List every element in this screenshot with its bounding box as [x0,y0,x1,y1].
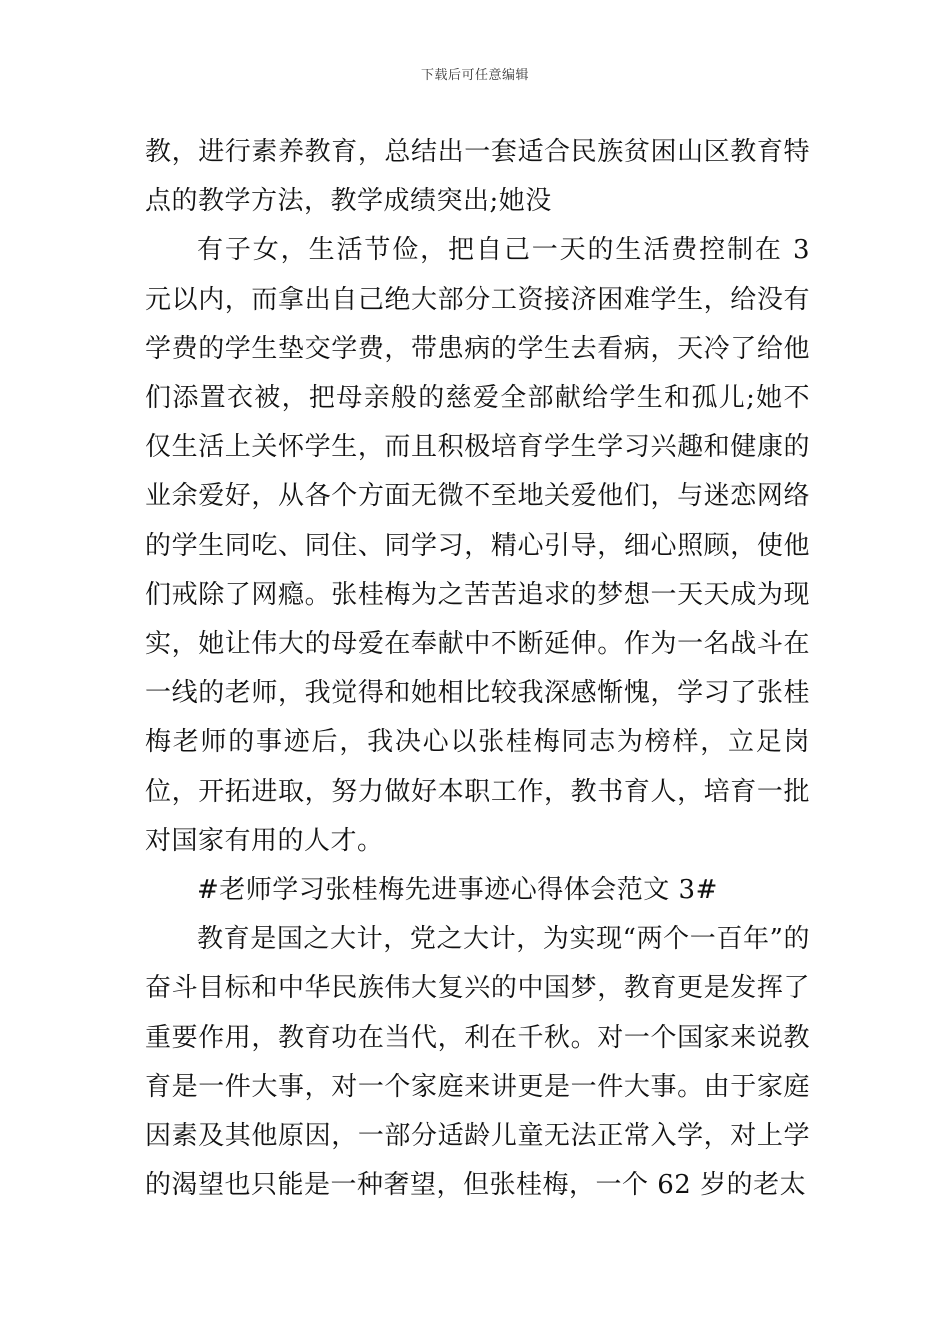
paragraph: 有子女，生活节俭，把自己一天的生活费控制在 3 元以内，而拿出自己绝大部分工资接济困难学生，给没有学费的学生垫交学费，带患病的学生去看病，天冷了给他们添置衣被，把母亲般的慈爱全部献给学生和孤儿;她不仅生活上关怀学生，而且积极培育学生学习兴趣和健康的业余爱好，从各个方面无微不至地关爱他们，与迷恋网络的学生同吃、同住、同学习，精心引导，细心照顾，使他们戒除了网瘾。张桂梅为之苦苦追求的梦想一天天成为现实，她让伟大的母爱在奉献中不断延伸。作为一名战斗在一线的老师，我觉得和她相比较我深感惭愧，学习了张桂梅老师的事迹后，我决心以张桂梅同志为榜样，立足岗位，开拓进取，努力做好本职工作，教书育人，培育一批对国家有用的人才。 [145,235,810,856]
section-heading: #老师学习张桂梅先进事迹心得体会范文 3# [197,875,718,906]
document-body [145,128,810,1210]
paragraph-continuation: 教，进行素养教育，总结出一套适合民族贫困山区教育特点的教学方法，教学成绩突出;她没 [145,137,810,217]
paragraph: 教育是国之大计，党之大计，为实现“两个一百年”的奋斗目标和中华民族伟大复兴的中国梦，教育更是发挥了重要作用，教育功在当代，利在千秋。对一个国家来说教育是一件大事，对一个家庭来讲更是一件大事。由于家庭因素及其他原因，一部分适龄儿童无法正常入学，对上学的渴望也只能是一种奢望，但张桂梅，一个 62 岁的老太 [145,924,810,1201]
page-header: 下载后可任意编辑 [420,68,529,83]
